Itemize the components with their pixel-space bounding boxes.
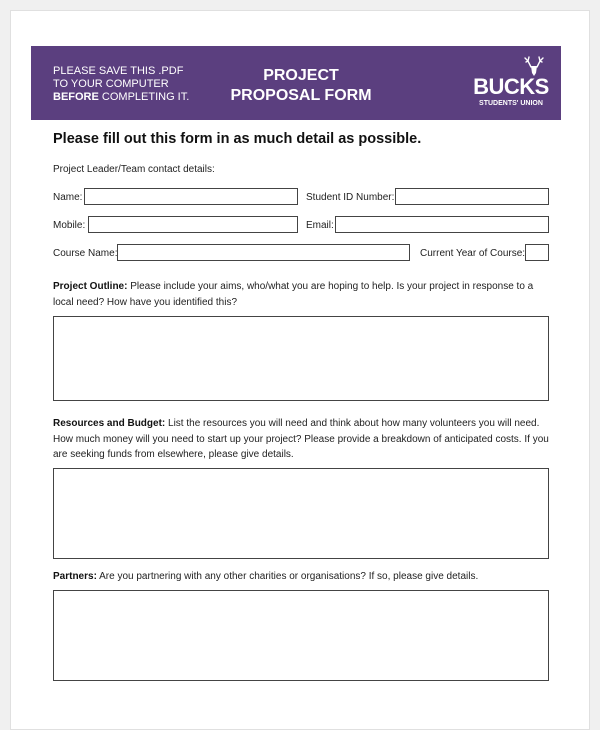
header-banner [31,46,561,120]
save-instruction-line-1: PLEASE SAVE THIS .PDF [53,65,184,77]
email-label: Email: [306,220,334,231]
save-instruction-line-2: TO YOUR COMPUTER [53,78,169,90]
form-instruction-heading: Please fill out this form in as much detail as possible. [53,131,422,147]
student-id-input[interactable] [395,188,549,205]
partners-textarea[interactable] [53,590,549,681]
name-input[interactable] [84,188,298,205]
resources-budget-textarea[interactable] [53,468,549,559]
current-year-label: Current Year of Course: [420,248,526,259]
resources-budget-title: Resources and Budget: [53,418,166,429]
course-name-input[interactable] [117,244,410,261]
contact-details-label: Project Leader/Team contact details: [53,164,215,175]
form-title-line-1: PROJECT [263,67,339,84]
resources-budget-prompt [53,416,553,463]
mobile-label: Mobile: [53,220,86,231]
logo-wordmark: BUCKS [473,74,549,99]
save-instruction-rest: COMPLETING IT. [98,91,190,103]
partners-title: Partners: [53,571,97,582]
save-instruction-line-3 [53,91,189,104]
logo-subtitle: STUDENTS' UNION [479,100,543,107]
course-name-label: Course Name: [53,248,118,259]
mobile-input[interactable] [88,216,298,233]
name-label: Name: [53,192,83,203]
form-title [221,66,381,106]
student-id-label: Student ID Number: [306,192,395,203]
form-title-line-2: PROPOSAL FORM [230,87,372,104]
partners-prompt [53,569,553,585]
project-outline-textarea[interactable] [53,316,549,401]
current-year-input[interactable] [525,244,549,261]
partners-text: Are you partnering with any other charities or organisations? If so, please give details. [96,571,479,582]
save-instruction [53,65,189,104]
project-outline-title: Project Outline: [53,281,128,292]
save-instruction-emphasis: BEFORE [53,91,99,103]
email-input[interactable] [335,216,549,233]
resources-budget-text: List the resources you will need and think about how many volunteers you will need. How much money will you need to start up your project? Please provide a breakdown of anticipated costs. If you are seeking funds from elsewhere, please give details. [53,418,549,460]
project-outline-text: Please include your aims, who/what you are hoping to help. Is your project in response to a local need? How have you identified this? [53,281,534,308]
bucks-logo [471,54,551,114]
project-outline-prompt [53,279,553,310]
